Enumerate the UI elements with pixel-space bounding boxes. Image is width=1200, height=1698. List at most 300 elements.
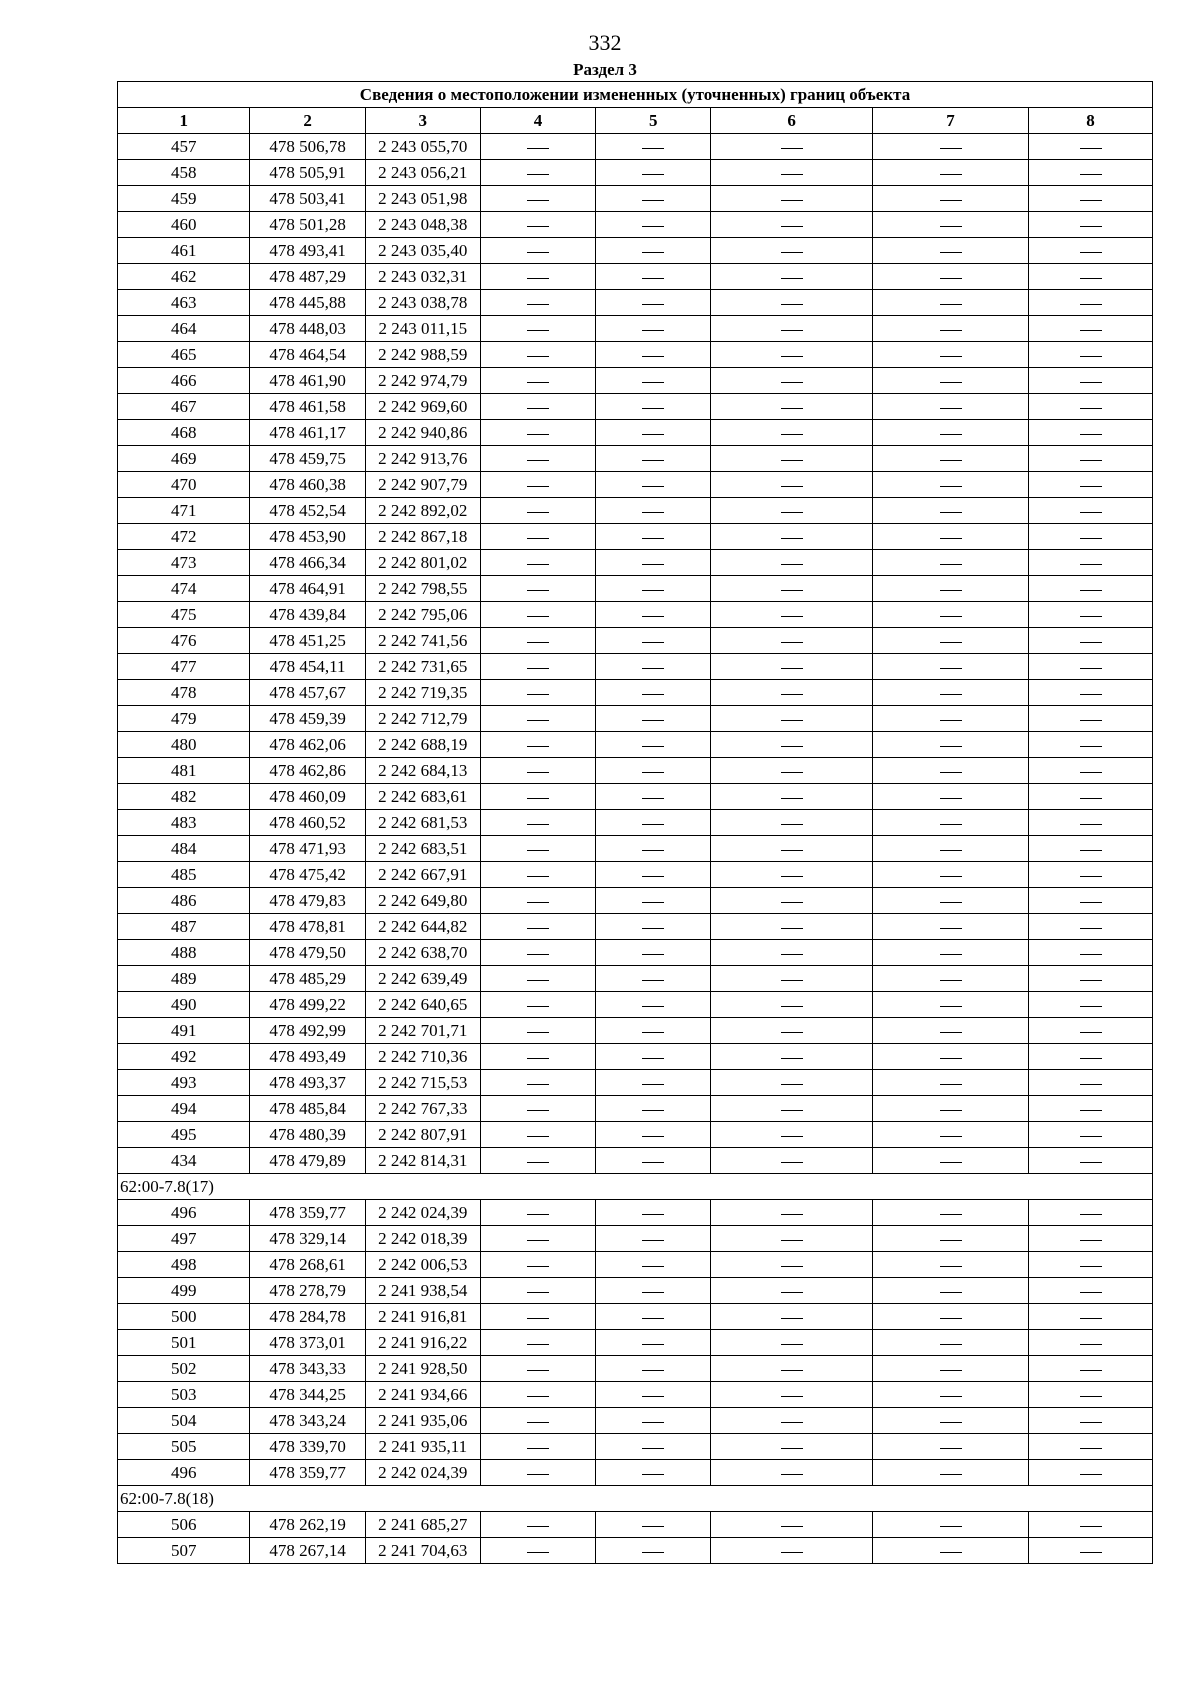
dash-mark (527, 1318, 549, 1319)
empty-cell (872, 446, 1028, 472)
dash-mark (527, 174, 549, 175)
empty-cell (711, 1460, 873, 1486)
empty-cell (1029, 888, 1153, 914)
dash-mark (781, 616, 803, 617)
empty-cell (596, 1096, 711, 1122)
dash-mark (940, 1370, 962, 1371)
point-number-cell: 475 (118, 602, 250, 628)
dash-mark (1080, 382, 1102, 383)
empty-cell (1029, 1226, 1153, 1252)
empty-cell (711, 134, 873, 160)
coordinate-x-cell: 478 480,39 (250, 1122, 365, 1148)
empty-cell (480, 836, 595, 862)
coordinate-y-cell: 2 242 719,35 (365, 680, 480, 706)
empty-cell (711, 680, 873, 706)
point-number-cell: 434 (118, 1148, 250, 1174)
dash-mark (642, 954, 664, 955)
coordinate-y-cell: 2 243 032,31 (365, 264, 480, 290)
dash-mark (642, 564, 664, 565)
table-row (118, 160, 1153, 186)
empty-cell (872, 1330, 1028, 1356)
empty-cell (711, 368, 873, 394)
dash-mark (940, 226, 962, 227)
dash-mark (1080, 226, 1102, 227)
point-number-cell: 503 (118, 1382, 250, 1408)
dash-mark (527, 1266, 549, 1267)
point-number-cell: 459 (118, 186, 250, 212)
dash-mark (940, 772, 962, 773)
empty-cell (711, 758, 873, 784)
column-header-3: 3 (365, 108, 480, 134)
coordinate-x-cell: 478 439,84 (250, 602, 365, 628)
table-row (118, 238, 1153, 264)
empty-cell (480, 420, 595, 446)
coordinate-y-cell: 2 242 681,53 (365, 810, 480, 836)
table-row (118, 992, 1153, 1018)
coordinate-y-cell: 2 243 035,40 (365, 238, 480, 264)
table-row (118, 1408, 1153, 1434)
empty-cell (872, 1356, 1028, 1382)
empty-cell (596, 264, 711, 290)
dash-mark (527, 1422, 549, 1423)
table-row (118, 1226, 1153, 1252)
coordinate-x-cell: 478 451,25 (250, 628, 365, 654)
empty-cell (596, 134, 711, 160)
dash-mark (940, 1292, 962, 1293)
coordinate-y-cell: 2 241 704,63 (365, 1538, 480, 1564)
empty-cell (480, 810, 595, 836)
empty-cell (1029, 472, 1153, 498)
coordinate-y-cell: 2 241 935,06 (365, 1408, 480, 1434)
empty-cell (872, 1122, 1028, 1148)
empty-cell (1029, 1122, 1153, 1148)
empty-cell (1029, 394, 1153, 420)
dash-mark (527, 1110, 549, 1111)
empty-cell (480, 342, 595, 368)
empty-cell (1029, 602, 1153, 628)
coordinate-x-cell: 478 359,77 (250, 1200, 365, 1226)
dash-mark (527, 1370, 549, 1371)
dash-mark (781, 928, 803, 929)
table-row (118, 290, 1153, 316)
dash-mark (1080, 1266, 1102, 1267)
dash-mark (781, 538, 803, 539)
coordinate-y-cell: 2 242 640,65 (365, 992, 480, 1018)
empty-cell (596, 784, 711, 810)
dash-mark (527, 668, 549, 669)
empty-cell (711, 1382, 873, 1408)
dash-mark (781, 1084, 803, 1085)
dash-mark (642, 824, 664, 825)
dash-mark (527, 850, 549, 851)
empty-cell (1029, 1460, 1153, 1486)
empty-cell (1029, 654, 1153, 680)
coordinate-y-cell: 2 242 731,65 (365, 654, 480, 680)
dash-mark (642, 382, 664, 383)
dash-mark (1080, 850, 1102, 851)
dash-mark (642, 538, 664, 539)
dash-mark (781, 252, 803, 253)
empty-cell (596, 1044, 711, 1070)
dash-mark (781, 278, 803, 279)
empty-cell (596, 394, 711, 420)
empty-cell (872, 368, 1028, 394)
empty-cell (711, 160, 873, 186)
point-number-cell: 487 (118, 914, 250, 940)
empty-cell (480, 1304, 595, 1330)
empty-cell (711, 524, 873, 550)
dash-mark (781, 954, 803, 955)
dash-mark (781, 746, 803, 747)
dash-mark (781, 590, 803, 591)
point-number-cell: 463 (118, 290, 250, 316)
empty-cell (872, 1200, 1028, 1226)
dash-mark (527, 720, 549, 721)
dash-mark (940, 252, 962, 253)
dash-mark (781, 850, 803, 851)
empty-cell (596, 446, 711, 472)
coordinate-y-cell: 2 243 055,70 (365, 134, 480, 160)
empty-cell (1029, 420, 1153, 446)
dash-mark (781, 486, 803, 487)
dash-mark (781, 382, 803, 383)
empty-cell (872, 342, 1028, 368)
empty-cell (480, 1070, 595, 1096)
table-caption: Сведения о местоположении измененных (уточненных) границ объекта (118, 82, 1153, 108)
table-row (118, 368, 1153, 394)
group-label: 62:00-7.8(17) (118, 1174, 1153, 1200)
dash-mark (781, 1552, 803, 1553)
coordinate-y-cell: 2 242 741,56 (365, 628, 480, 654)
dash-mark (940, 408, 962, 409)
coordinate-y-cell: 2 242 988,59 (365, 342, 480, 368)
dash-mark (527, 1240, 549, 1241)
table-row (118, 420, 1153, 446)
coordinate-x-cell: 478 373,01 (250, 1330, 365, 1356)
dash-mark (527, 200, 549, 201)
dash-mark (1080, 720, 1102, 721)
empty-cell (596, 1200, 711, 1226)
dash-mark (781, 1136, 803, 1137)
point-number-cell: 507 (118, 1538, 250, 1564)
table-row (118, 888, 1153, 914)
empty-cell (480, 212, 595, 238)
dash-mark (527, 1474, 549, 1475)
empty-cell (711, 1304, 873, 1330)
dash-mark (940, 200, 962, 201)
dash-mark (527, 434, 549, 435)
table-row (118, 1460, 1153, 1486)
empty-cell (480, 1200, 595, 1226)
empty-cell (480, 160, 595, 186)
dash-mark (781, 1344, 803, 1345)
empty-cell (596, 316, 711, 342)
empty-cell (872, 1018, 1028, 1044)
dash-mark (527, 304, 549, 305)
coordinate-x-cell: 478 454,11 (250, 654, 365, 680)
point-number-cell: 491 (118, 1018, 250, 1044)
empty-cell (596, 1252, 711, 1278)
empty-cell (1029, 1538, 1153, 1564)
dash-mark (1080, 928, 1102, 929)
empty-cell (480, 628, 595, 654)
dash-mark (1080, 304, 1102, 305)
empty-cell (596, 212, 711, 238)
empty-cell (480, 706, 595, 732)
point-number-cell: 504 (118, 1408, 250, 1434)
empty-cell (1029, 576, 1153, 602)
dash-mark (1080, 980, 1102, 981)
point-number-cell: 461 (118, 238, 250, 264)
empty-cell (480, 1018, 595, 1044)
empty-cell (480, 576, 595, 602)
empty-cell (480, 524, 595, 550)
point-number-cell: 486 (118, 888, 250, 914)
point-number-cell: 462 (118, 264, 250, 290)
empty-cell (480, 238, 595, 264)
dash-mark (527, 642, 549, 643)
empty-cell (711, 706, 873, 732)
empty-cell (872, 1382, 1028, 1408)
dash-mark (781, 1214, 803, 1215)
empty-cell (1029, 1356, 1153, 1382)
dash-mark (940, 616, 962, 617)
empty-cell (711, 1434, 873, 1460)
coordinate-x-cell: 478 459,75 (250, 446, 365, 472)
empty-cell (480, 888, 595, 914)
point-number-cell: 460 (118, 212, 250, 238)
empty-cell (872, 160, 1028, 186)
dash-mark (781, 876, 803, 877)
coordinate-x-cell: 478 485,29 (250, 966, 365, 992)
empty-cell (596, 1460, 711, 1486)
table-row (118, 1122, 1153, 1148)
coordinate-x-cell: 478 278,79 (250, 1278, 365, 1304)
empty-cell (711, 1044, 873, 1070)
empty-cell (596, 1226, 711, 1252)
dash-mark (1080, 954, 1102, 955)
empty-cell (480, 758, 595, 784)
dash-mark (1080, 798, 1102, 799)
empty-cell (872, 784, 1028, 810)
dash-mark (1080, 642, 1102, 643)
empty-cell (711, 472, 873, 498)
dash-mark (642, 1032, 664, 1033)
dash-mark (527, 1344, 549, 1345)
empty-cell (1029, 732, 1153, 758)
coordinate-y-cell: 2 242 683,61 (365, 784, 480, 810)
dash-mark (1080, 1552, 1102, 1553)
empty-cell (711, 1018, 873, 1044)
column-header-5: 5 (596, 108, 711, 134)
coordinate-x-cell: 478 339,70 (250, 1434, 365, 1460)
empty-cell (596, 628, 711, 654)
coordinate-x-cell: 478 267,14 (250, 1538, 365, 1564)
dash-mark (642, 304, 664, 305)
dash-mark (781, 460, 803, 461)
column-header-4: 4 (480, 108, 595, 134)
dash-mark (527, 746, 549, 747)
empty-cell (1029, 836, 1153, 862)
dash-mark (527, 1084, 549, 1085)
empty-cell (872, 1304, 1028, 1330)
empty-cell (711, 602, 873, 628)
dash-mark (940, 798, 962, 799)
dash-mark (1080, 330, 1102, 331)
dash-mark (527, 356, 549, 357)
table-row (118, 602, 1153, 628)
empty-cell (872, 654, 1028, 680)
section-title: Раздел 3 (573, 60, 637, 79)
dash-mark (781, 668, 803, 669)
coordinate-y-cell: 2 242 795,06 (365, 602, 480, 628)
empty-cell (596, 654, 711, 680)
dash-mark (781, 720, 803, 721)
coordinate-x-cell: 478 284,78 (250, 1304, 365, 1330)
point-number-cell: 472 (118, 524, 250, 550)
dash-mark (642, 356, 664, 357)
table-row (118, 1304, 1153, 1330)
empty-cell (711, 394, 873, 420)
coordinate-x-cell: 478 329,14 (250, 1226, 365, 1252)
coordinate-y-cell: 2 242 006,53 (365, 1252, 480, 1278)
empty-cell (872, 1044, 1028, 1070)
coordinate-y-cell: 2 242 767,33 (365, 1096, 480, 1122)
dash-mark (527, 1032, 549, 1033)
point-number-cell: 465 (118, 342, 250, 368)
dash-mark (781, 642, 803, 643)
empty-cell (872, 836, 1028, 862)
point-number-cell: 474 (118, 576, 250, 602)
dash-mark (940, 928, 962, 929)
dash-mark (940, 1526, 962, 1527)
dash-mark (642, 1006, 664, 1007)
empty-cell (1029, 134, 1153, 160)
coordinate-x-cell: 478 459,39 (250, 706, 365, 732)
empty-cell (1029, 186, 1153, 212)
dash-mark (781, 1032, 803, 1033)
empty-cell (872, 628, 1028, 654)
empty-cell (480, 264, 595, 290)
coordinate-x-cell: 478 457,67 (250, 680, 365, 706)
dash-mark (781, 1318, 803, 1319)
dash-mark (781, 1448, 803, 1449)
empty-cell (480, 784, 595, 810)
empty-cell (711, 1330, 873, 1356)
empty-cell (480, 1434, 595, 1460)
dash-mark (1080, 1526, 1102, 1527)
table-row (118, 576, 1153, 602)
empty-cell (711, 1252, 873, 1278)
dash-mark (642, 980, 664, 981)
dash-mark (1080, 824, 1102, 825)
empty-cell (872, 1434, 1028, 1460)
coordinate-y-cell: 2 241 928,50 (365, 1356, 480, 1382)
dash-mark (940, 850, 962, 851)
empty-cell (480, 654, 595, 680)
dash-mark (940, 954, 962, 955)
empty-cell (1029, 264, 1153, 290)
coordinate-y-cell: 2 242 710,36 (365, 1044, 480, 1070)
dash-mark (781, 200, 803, 201)
table-row (118, 758, 1153, 784)
empty-cell (872, 888, 1028, 914)
dash-mark (1080, 1240, 1102, 1241)
empty-cell (596, 1538, 711, 1564)
point-number-cell: 493 (118, 1070, 250, 1096)
empty-cell (480, 1408, 595, 1434)
empty-cell (596, 706, 711, 732)
coordinate-x-cell: 478 471,93 (250, 836, 365, 862)
empty-cell (480, 134, 595, 160)
empty-cell (596, 732, 711, 758)
empty-cell (596, 914, 711, 940)
dash-mark (642, 1422, 664, 1423)
coordinate-y-cell: 2 241 938,54 (365, 1278, 480, 1304)
group-label: 62:00-7.8(18) (118, 1486, 1153, 1512)
empty-cell (872, 1408, 1028, 1434)
dash-mark (642, 1526, 664, 1527)
empty-cell (1029, 446, 1153, 472)
dash-mark (940, 1162, 962, 1163)
dash-mark (527, 772, 549, 773)
dash-mark (1080, 902, 1102, 903)
empty-cell (1029, 212, 1153, 238)
coordinate-x-cell: 478 479,50 (250, 940, 365, 966)
dash-mark (642, 1552, 664, 1553)
empty-cell (1029, 1330, 1153, 1356)
dash-mark (642, 1136, 664, 1137)
empty-cell (872, 212, 1028, 238)
empty-cell (480, 1252, 595, 1278)
table-row (118, 524, 1153, 550)
point-number-cell: 464 (118, 316, 250, 342)
empty-cell (711, 966, 873, 992)
empty-cell (711, 550, 873, 576)
dash-mark (940, 278, 962, 279)
dash-mark (781, 1240, 803, 1241)
coordinate-y-cell: 2 241 934,66 (365, 1382, 480, 1408)
empty-cell (480, 966, 595, 992)
dash-mark (642, 434, 664, 435)
empty-cell (480, 498, 595, 524)
point-number-cell: 501 (118, 1330, 250, 1356)
coordinate-y-cell: 2 242 701,71 (365, 1018, 480, 1044)
empty-cell (1029, 524, 1153, 550)
coordinate-y-cell: 2 242 644,82 (365, 914, 480, 940)
dash-mark (1080, 200, 1102, 201)
empty-cell (872, 1278, 1028, 1304)
dash-mark (940, 746, 962, 747)
table-row (118, 784, 1153, 810)
empty-cell (711, 446, 873, 472)
dash-mark (781, 1110, 803, 1111)
dash-mark (940, 1266, 962, 1267)
dash-mark (642, 798, 664, 799)
coordinate-x-cell: 478 343,24 (250, 1408, 365, 1434)
empty-cell (596, 1408, 711, 1434)
dash-mark (940, 356, 962, 357)
dash-mark (1080, 1448, 1102, 1449)
coordinate-y-cell: 2 242 649,80 (365, 888, 480, 914)
empty-cell (596, 1434, 711, 1460)
dash-mark (781, 772, 803, 773)
empty-cell (480, 394, 595, 420)
dash-mark (781, 824, 803, 825)
table-row (118, 1252, 1153, 1278)
dash-mark (642, 1370, 664, 1371)
table-row (118, 212, 1153, 238)
